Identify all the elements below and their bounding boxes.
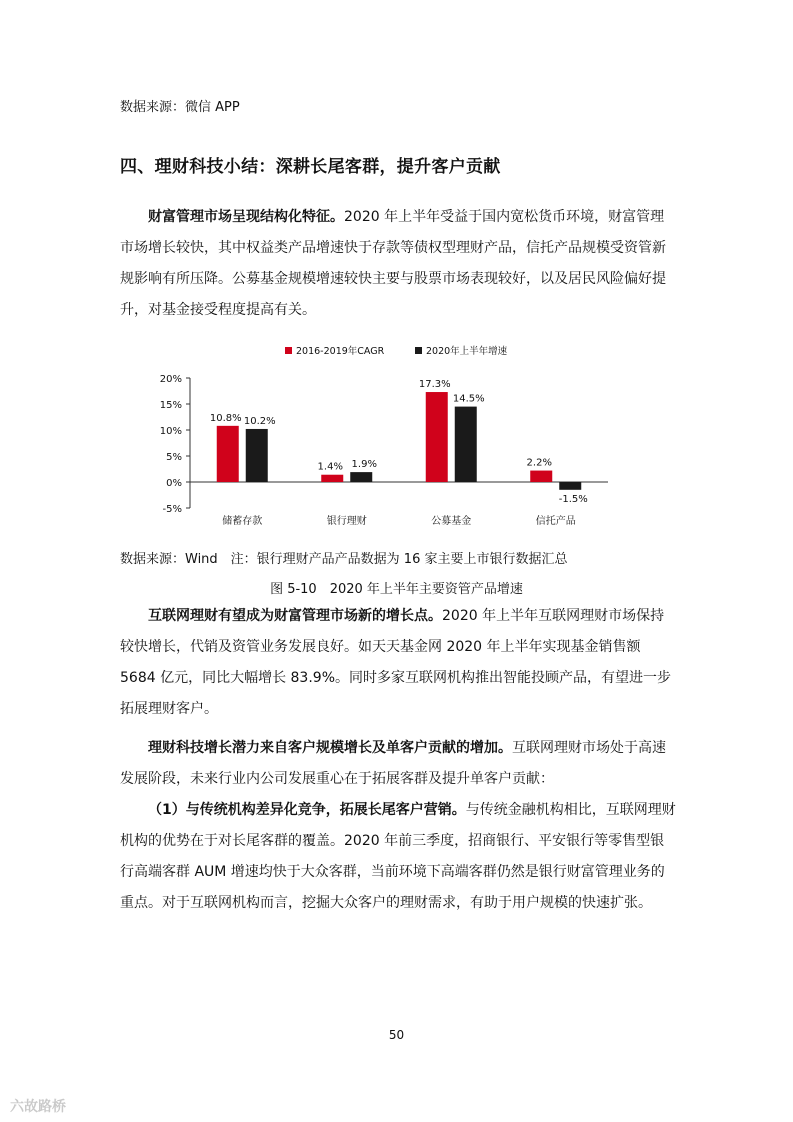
paragraph-body: 2020 年上半年受益于国内宽松货币环境，财富管理市场增长较快，其中权益类产品增速快于存款等债权型理财产品，信托产品规模受资管新规影响有所压降。公募基金规模增速较快主要与股票市场表现较好，以及居民风险偏好提升，对基金接受程度提高有关。 [120,209,666,318]
y-tick-label: 15% [159,400,182,411]
legend-label: 2020年上半年增速 [426,346,508,357]
x-tick-label: 银行理财 [326,516,367,527]
y-tick-label: -5% [162,504,182,515]
bar [321,475,343,482]
bar-chart-svg [140,340,640,535]
data-label: -1.5% [558,493,588,505]
legend-label: 2016-2019年CAGR [296,346,385,357]
x-tick-label: 公募基金 [431,516,472,527]
bar-chart [140,340,640,535]
section-heading: 四、理财科技小结：深耕长尾客群，提升客户贡献 [120,157,501,177]
top-data-source: 数据来源：微信 APP [120,100,240,115]
bar [455,407,477,482]
bar [530,471,552,482]
paragraph-body: 与传统金融机构相比，互联网理财机构的优势在于对长尾客群的覆盖。2020 年前三季度，招商银行、平安银行等零售型银行高端客群 AUM 增速均快于大众客群，当前环境下高端客群仍然是银行财富管理业务的重点。对于互联网机构而言，挖掘大众客户的理财需求，有助于用户规模的快速扩张。 [120,802,676,911]
y-tick-label: 10% [159,426,182,437]
y-tick-label: 5% [166,452,182,463]
data-label: 1.4% [317,461,343,473]
y-tick-label: 20% [159,374,182,385]
paragraph-growth-potential [120,733,676,795]
paragraph-lead: 互联网理财有望成为财富管理市场新的增长点。 [148,608,442,624]
bar [246,429,268,482]
y-tick-label: 0% [166,478,182,489]
paragraph-lead: 财富管理市场呈现结构化特征。 [148,209,344,225]
page-number: 50 [388,1028,405,1042]
bar [559,482,581,490]
data-label: 17.3% [418,379,451,391]
data-label: 14.5% [452,393,485,405]
data-label: 10.2% [243,415,276,427]
legend-swatch [415,347,422,354]
x-tick-label: 储蓄存款 [222,516,263,527]
data-label: 2.2% [526,457,552,469]
watermark-logo: 六故路桥 [10,1099,66,1115]
paragraph-internet-wealth [120,601,676,725]
paragraph-body: 互联网理财市场处于高速发展阶段，未来行业内公司发展重心在于拓展客群及提升单客户贡献： [120,740,666,787]
paragraph-long-tail [120,795,676,919]
chart-data-source: 数据来源：Wind 注：银行理财产品产品数据为 16 家主要上市银行数据汇总 [120,552,568,567]
bar [426,392,448,482]
data-label: 1.9% [351,459,377,471]
bar [350,472,372,482]
bar [217,426,239,482]
paragraph-market-structure [120,202,676,326]
paragraph-lead: （1）与传统机构差异化竞争，拓展长尾客户营销。 [148,802,466,818]
legend-swatch [285,347,292,354]
figure-caption: 图 5-10 2020 年上半年主要资管产品增速 [270,582,523,597]
paragraph-lead: 理财科技增长潜力来自客户规模增长及单客户贡献的增加。 [148,740,512,756]
paragraph-body: 2020 年上半年互联网理财市场保持较快增长，代销及资管业务发展良好。如天天基金网 2020 年上半年实现基金销售额 5684 亿元，同比大幅增长 83.9%。同时多家互联网机构推出智能投顾产品，有望进一步拓展理财客户。 [120,608,672,717]
data-label: 10.8% [209,412,242,424]
x-tick-label: 信托产品 [535,516,576,527]
